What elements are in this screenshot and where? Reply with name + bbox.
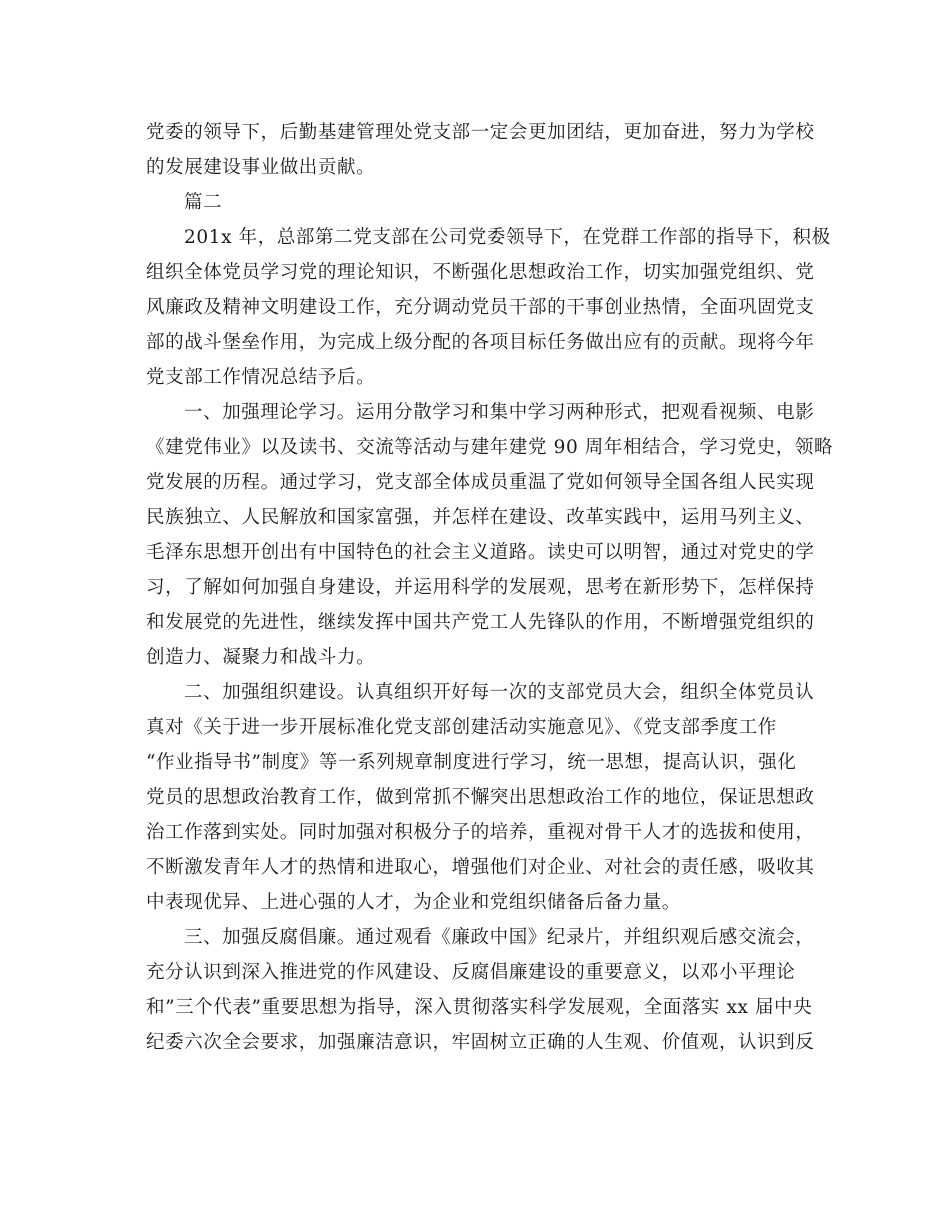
text-line-27: 纪委六次全会要求，加强廉洁意识，牢固树立正确的人生观、价值观，认识到反 bbox=[146, 1032, 815, 1053]
text-line-20: 党员的思想政治教育工作，做到常抓不懈突出思想政治工作的地位，保证思想政 bbox=[146, 787, 815, 808]
text-line-8: 党支部工作情况总结予后。 bbox=[146, 367, 376, 388]
text-line-22: 不断激发青年人才的热情和进取心，增强他们对企业、对社会的责任感，吸收其 bbox=[146, 857, 815, 878]
text-line-17: 二、加强组织建设。认真组织开好每一次的支部党员大会，组织全体党员认 bbox=[184, 682, 815, 703]
text-line-10: 《建党伟业》以及读书、交流等活动与建年建党 90 周年相结合，学习党史，领略 bbox=[146, 437, 834, 458]
text-line-12: 民族独立、人民解放和国家富强，并怎样在建设、改革实践中，运用马列主义、 bbox=[146, 507, 815, 528]
text-line-7: 部的战斗堡垒作用，为完成上级分配的各项目标任务做出应有的贡献。现将今年 bbox=[146, 332, 815, 353]
text-line-24: 三、加强反腐倡廉。通过观看《廉政中国》纪录片，并组织观后感交流会， bbox=[184, 927, 815, 948]
text-line-15: 和发展党的先进性，继续发挥中国共产党工人先锋队的作用，不断增强党组织的 bbox=[146, 612, 815, 633]
text-line-21: 治工作落到实处。同时加强对积极分子的培养，重视对骨干人才的选拔和使用， bbox=[146, 822, 815, 843]
text-line-25: 充分认识到深入推进党的作风建设、反腐倡廉建设的重要意义，以邓小平理论 bbox=[146, 962, 796, 983]
text-line-14: 习，了解如何加强自身建设，并运用科学的发展观，思考在新形势下，怎样保持 bbox=[146, 577, 815, 598]
text-line-1: 党委的领导下，后勤基建管理处党支部一定会更加团结，更加奋进，努力为学校 bbox=[146, 122, 815, 143]
text-line-2: 的发展建设事业做出贡献。 bbox=[146, 157, 376, 178]
text-line-9: 一、加强理论学习。运用分散学习和集中学习两种形式，把观看视频、电影 bbox=[184, 402, 815, 423]
text-line-13: 毛泽东思想开创出有中国特色的社会主义道路。读史可以明智，通过对党史的学 bbox=[146, 542, 815, 563]
text-line-6: 风廉政及精神文明建设工作，充分调动党员干部的干事创业热情，全面巩固党支 bbox=[146, 297, 815, 318]
text-line-23: 中表现优异、上进心强的人才，为企业和党组织储备后备力量。 bbox=[146, 892, 681, 913]
text-line-18: 真对《关于进一步开展标准化党支部创建活动实施意见》、《党支部季度工作 bbox=[146, 717, 777, 738]
section-heading: 篇二 bbox=[184, 192, 223, 213]
text-line-26: 和”三个代表”重要思想为指导，深入贯彻落实科学发展观，全面落实 xx 届中央 bbox=[146, 997, 813, 1018]
text-line-11: 党发展的历程。通过学习，党支部全体成员重温了党如何领导全国各组人民实现 bbox=[146, 472, 815, 493]
text-line-5: 组织全体党员学习党的理论知识，不断强化思想政治工作，切实加强党组织、党 bbox=[146, 262, 815, 283]
text-line-4: 201x 年，总部第二党支部在公司党委领导下，在党群工作部的指导下，积极 bbox=[184, 227, 831, 248]
text-line-16: 创造力、凝聚力和战斗力。 bbox=[146, 647, 376, 668]
text-line-19: “作业指导书”制度》等一系列规章制度进行学习，统一思想，提高认识，强化 bbox=[146, 752, 797, 773]
